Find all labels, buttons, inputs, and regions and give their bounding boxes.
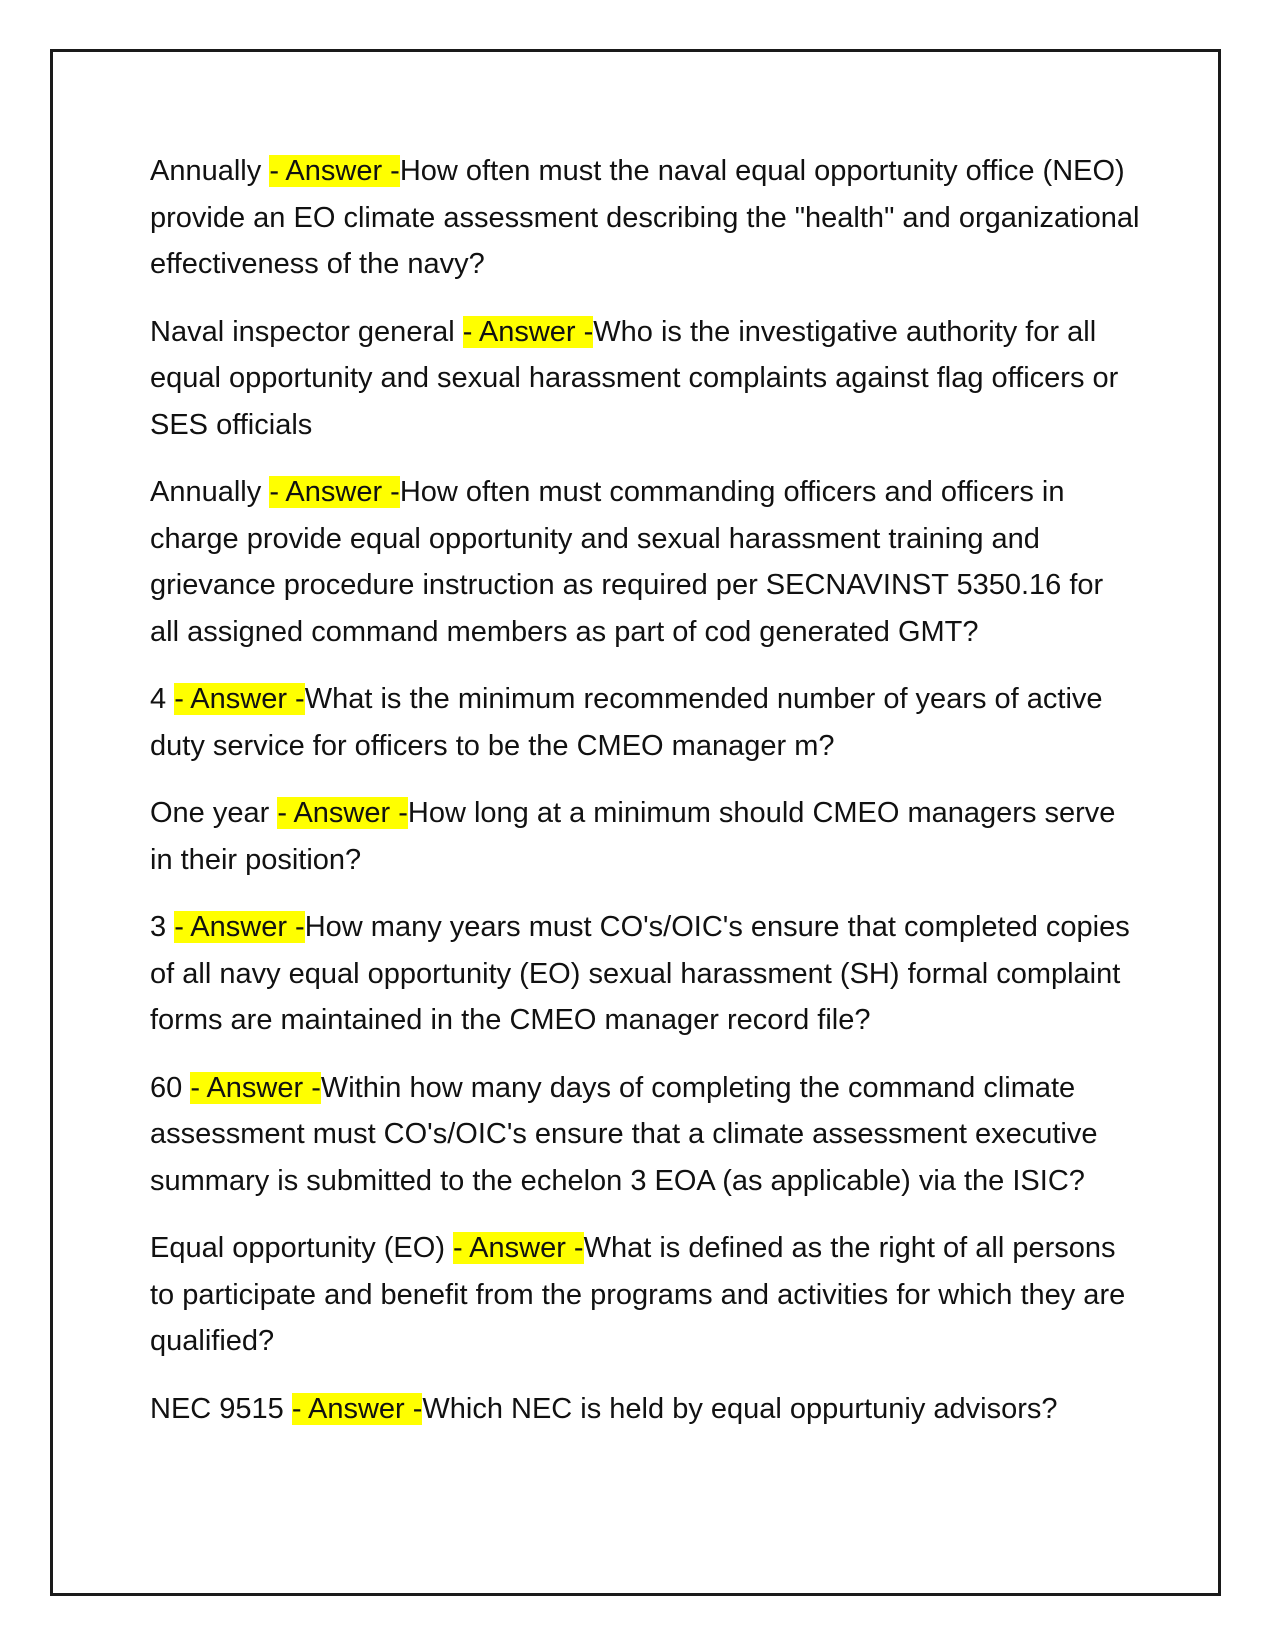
answer-separator: - Answer - <box>291 1392 423 1425</box>
question-text: How often must the naval equal opportunity office (NEO) provide an EO climate assessment describing the "health" and organizational effectiveness of the navy? <box>150 155 1140 280</box>
answer-text: NEC 9515 <box>150 1392 292 1425</box>
answer-text: 3 <box>150 911 175 943</box>
qa-item <box>150 469 1140 655</box>
qa-item <box>150 904 1140 1044</box>
question-text: How often must commanding officers and officers in charge provide equal opportunity and sexual harassment training and grievance procedure instruction as required per SECNAVINST 5350.16 for all assigned command members as part of cod generated GMT? <box>150 476 1104 648</box>
answer-separator: - Answer - <box>277 797 408 829</box>
answer-separator: - Answer - <box>174 683 305 715</box>
qa-item <box>150 1065 1140 1205</box>
question-text: How long at a minimum should CMEO managers serve in their position? <box>150 797 1116 876</box>
answer-separator: - Answer - <box>190 1071 321 1104</box>
qa-list <box>150 148 1140 1453</box>
answer-text: 4 <box>150 683 175 715</box>
answer-text: Naval inspector general <box>150 315 463 348</box>
question-text: Within how many days of completing the command climate assessment must CO's/OIC's ensure that a climate assessment executive summary is submitted to the echelon 3 EOA (as applicable) via the ISIC? <box>150 1071 1098 1197</box>
qa-item <box>150 676 1140 769</box>
qa-item <box>150 1386 1140 1433</box>
answer-text: Annually <box>150 155 270 187</box>
question-text: How many years must CO's/OIC's ensure that completed copies of all navy equal opportunity (EO) sexual harassment (SH) formal complaint forms are maintained in the CMEO manager record file? <box>150 911 1130 1036</box>
answer-separator: - Answer - <box>174 911 305 943</box>
qa-item <box>150 1225 1140 1365</box>
qa-item <box>150 309 1140 449</box>
question-text: What is defined as the right of all persons to participate and benefit from the programs and activities for which they are qualified? <box>150 1232 1126 1357</box>
answer-text: Annually <box>150 476 270 508</box>
question-text: Who is the investigative authority for all equal opportunity and sexual harassment complaints against flag officers or SES officials <box>150 315 1119 441</box>
answer-separator: - Answer - <box>462 315 594 348</box>
question-text: What is the minimum recommended number of years of active duty service for officers to be the CMEO manager m? <box>150 683 1103 762</box>
answer-separator: - Answer - <box>453 1232 584 1264</box>
answer-text: 60 <box>150 1071 191 1104</box>
answer-separator: - Answer - <box>269 476 400 508</box>
answer-text: One year <box>150 797 278 829</box>
question-text: Which NEC is held by equal oppurtuniy advisors? <box>422 1392 1058 1425</box>
answer-separator: - Answer - <box>269 155 400 187</box>
answer-text: Equal opportunity (EO) <box>150 1232 454 1264</box>
qa-item <box>150 790 1140 883</box>
qa-item <box>150 148 1140 288</box>
